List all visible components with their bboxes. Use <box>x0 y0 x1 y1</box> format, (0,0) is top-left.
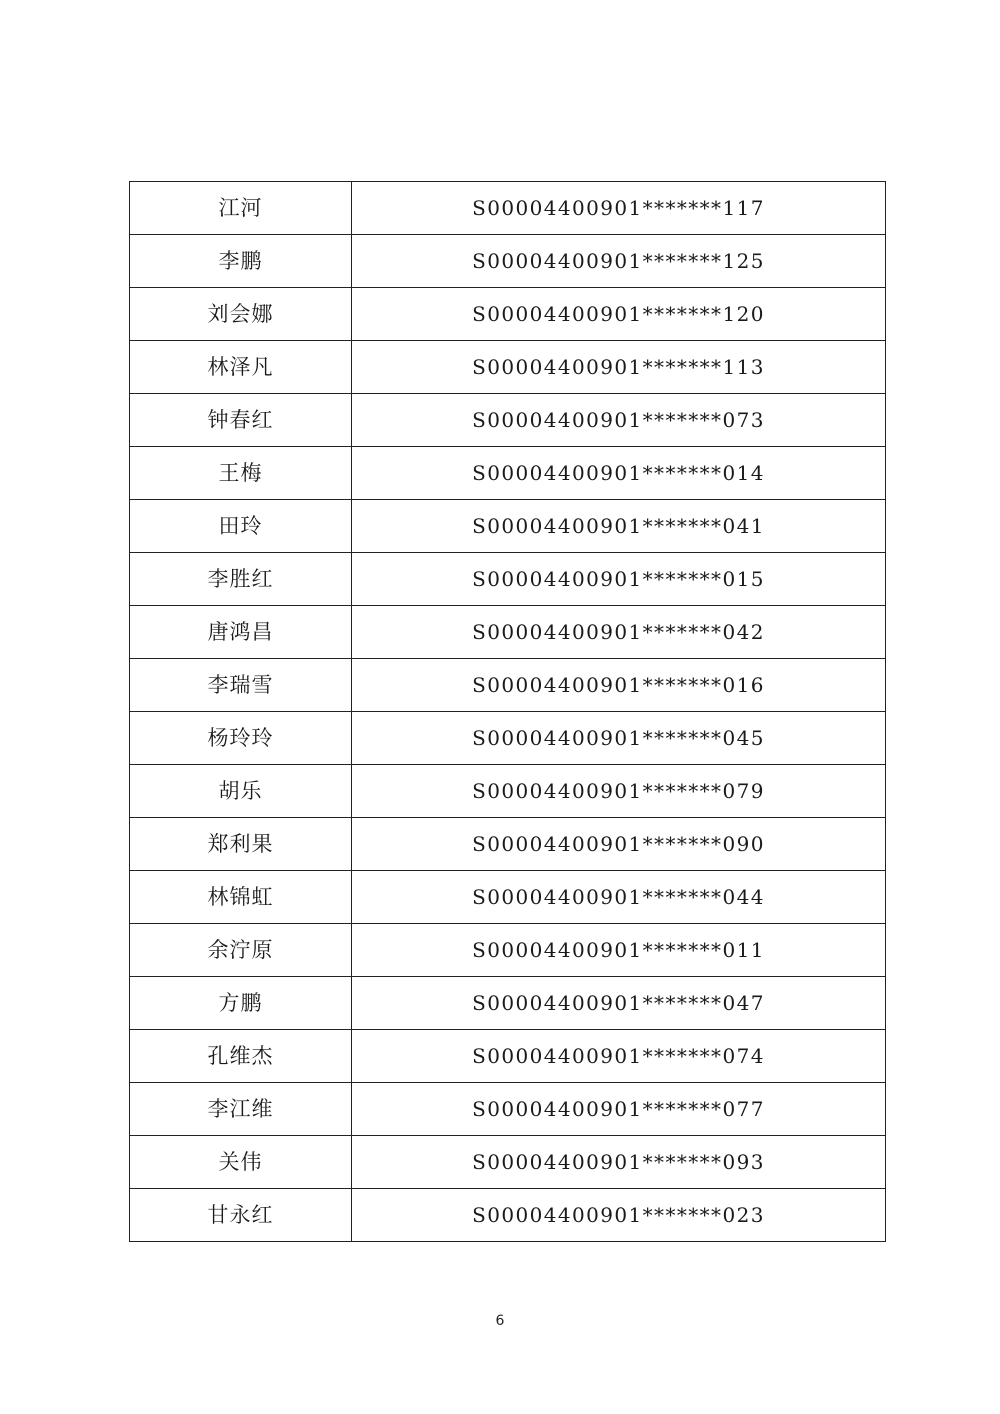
certificate-id-cell: S00004400901*******120 <box>352 288 886 341</box>
certificate-id-cell: S00004400901*******023 <box>352 1189 886 1242</box>
certificate-id-cell: S00004400901*******093 <box>352 1136 886 1189</box>
table-row <box>130 1136 886 1189</box>
name-cell: 钟春红 <box>130 394 352 447</box>
certificate-id-cell: S00004400901*******045 <box>352 712 886 765</box>
table-row <box>130 765 886 818</box>
name-cell: 余泞原 <box>130 924 352 977</box>
certificate-id-cell: S00004400901*******042 <box>352 606 886 659</box>
table-row <box>130 659 886 712</box>
name-cell: 田玲 <box>130 500 352 553</box>
certificate-id-cell: S00004400901*******047 <box>352 977 886 1030</box>
name-cell: 郑利果 <box>130 818 352 871</box>
table-row <box>130 447 886 500</box>
certificate-id-cell: S00004400901*******041 <box>352 500 886 553</box>
certificate-id-cell: S00004400901*******044 <box>352 871 886 924</box>
certificate-id-cell: S00004400901*******079 <box>352 765 886 818</box>
table-row <box>130 1083 886 1136</box>
name-cell: 李胜红 <box>130 553 352 606</box>
name-cell: 李鹏 <box>130 235 352 288</box>
name-cell: 孔维杰 <box>130 1030 352 1083</box>
certificate-id-cell: S00004400901*******074 <box>352 1030 886 1083</box>
name-cell: 刘会娜 <box>130 288 352 341</box>
name-cell: 江河 <box>130 182 352 235</box>
certificate-id-cell: S00004400901*******090 <box>352 818 886 871</box>
certificate-id-cell: S00004400901*******073 <box>352 394 886 447</box>
table-row <box>130 924 886 977</box>
table-row <box>130 818 886 871</box>
certificate-id-cell: S00004400901*******125 <box>352 235 886 288</box>
certificate-id-cell: S00004400901*******016 <box>352 659 886 712</box>
name-cell: 杨玲玲 <box>130 712 352 765</box>
roster-table <box>129 181 886 1242</box>
certificate-id-cell: S00004400901*******117 <box>352 182 886 235</box>
table-row <box>130 341 886 394</box>
roster-table-body <box>130 182 886 1242</box>
name-cell: 林锦虹 <box>130 871 352 924</box>
name-cell: 林泽凡 <box>130 341 352 394</box>
name-cell: 甘永红 <box>130 1189 352 1242</box>
page-number: 6 <box>495 1313 505 1329</box>
table-row <box>130 1189 886 1242</box>
table-row <box>130 1030 886 1083</box>
table-row <box>130 712 886 765</box>
table-row <box>130 606 886 659</box>
name-cell: 方鹏 <box>130 977 352 1030</box>
table-row <box>130 871 886 924</box>
name-cell: 李瑞雪 <box>130 659 352 712</box>
name-cell: 胡乐 <box>130 765 352 818</box>
name-cell: 王梅 <box>130 447 352 500</box>
table-row <box>130 394 886 447</box>
certificate-id-cell: S00004400901*******113 <box>352 341 886 394</box>
certificate-id-cell: S00004400901*******077 <box>352 1083 886 1136</box>
certificate-id-cell: S00004400901*******015 <box>352 553 886 606</box>
table-row <box>130 288 886 341</box>
table-row <box>130 500 886 553</box>
name-cell: 唐鸿昌 <box>130 606 352 659</box>
certificate-id-cell: S00004400901*******014 <box>352 447 886 500</box>
table-row <box>130 235 886 288</box>
table-row <box>130 182 886 235</box>
table-row <box>130 977 886 1030</box>
name-cell: 关伟 <box>130 1136 352 1189</box>
certificate-id-cell: S00004400901*******011 <box>352 924 886 977</box>
name-cell: 李江维 <box>130 1083 352 1136</box>
table-row <box>130 553 886 606</box>
